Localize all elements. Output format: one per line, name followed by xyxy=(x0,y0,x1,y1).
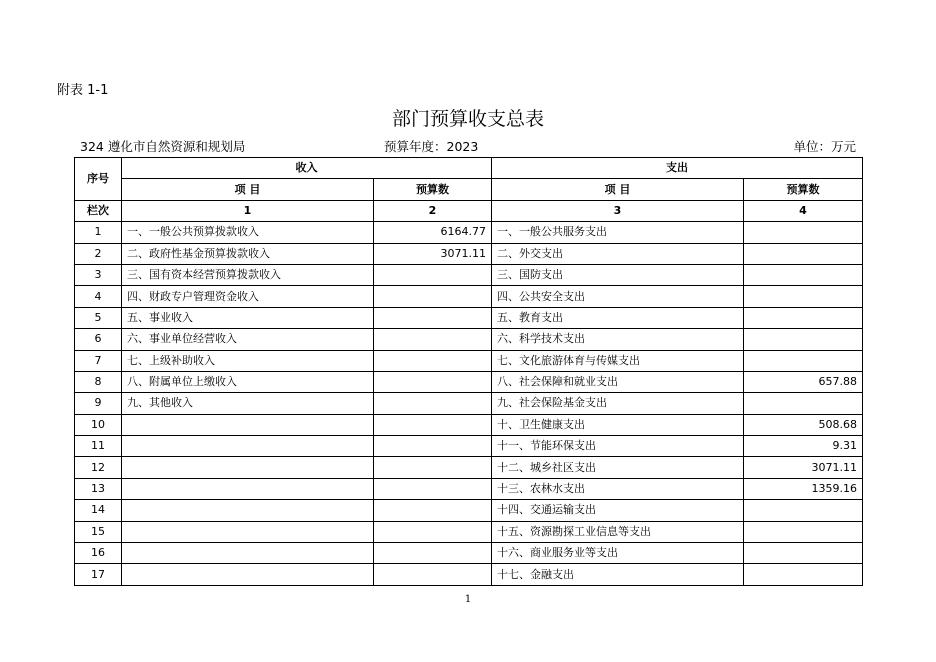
expense-amount-cell xyxy=(744,350,863,371)
income-amount-cell xyxy=(374,457,492,478)
expense-item-cell: 八、社会保障和就业支出 xyxy=(492,371,744,392)
table-row xyxy=(75,564,863,585)
income-amount-cell xyxy=(374,521,492,542)
income-item-cell xyxy=(122,414,374,435)
income-item-cell: 九、其他收入 xyxy=(122,393,374,414)
income-amount-cell xyxy=(374,414,492,435)
column-order-label: 栏次 xyxy=(75,200,122,221)
row-seq-cell: 8 xyxy=(75,371,122,392)
expense-amount-cell: 9.31 xyxy=(744,436,863,457)
income-amount-cell: 3071.11 xyxy=(374,243,492,264)
expense-amount-cell: 3071.11 xyxy=(744,457,863,478)
budget-year: 预算年度：2023 xyxy=(384,139,479,154)
expense-amount-cell xyxy=(744,264,863,285)
row-seq-cell: 7 xyxy=(75,350,122,371)
row-seq-cell: 1 xyxy=(75,222,122,243)
expense-amount-cell: 657.88 xyxy=(744,371,863,392)
expense-item-cell: 三、国防支出 xyxy=(492,264,744,285)
income-amount-cell xyxy=(374,500,492,521)
page-number: 1 xyxy=(464,594,472,605)
expense-amount-cell xyxy=(744,521,863,542)
column-order-row xyxy=(75,200,863,221)
page-title: 部门预算收支总表 xyxy=(391,108,544,130)
table-row xyxy=(75,371,863,392)
row-seq-cell: 17 xyxy=(75,564,122,585)
expense-item-cell: 十二、城乡社区支出 xyxy=(492,457,744,478)
income-amount-cell xyxy=(374,564,492,585)
income-item-header: 项 目 xyxy=(122,179,374,200)
expense-item-cell: 九、社会保险基金支出 xyxy=(492,393,744,414)
income-amount-cell xyxy=(374,286,492,307)
expense-amount-cell: 1359.16 xyxy=(744,478,863,499)
income-item-cell: 三、国有资本经营预算拨款收入 xyxy=(122,264,374,285)
income-amount-cell xyxy=(374,329,492,350)
budget-table xyxy=(74,157,863,586)
row-seq-cell: 4 xyxy=(75,286,122,307)
table-row xyxy=(75,478,863,499)
expense-amount-header: 预算数 xyxy=(744,179,863,200)
expense-amount-cell xyxy=(744,564,863,585)
income-amount-cell: 6164.77 xyxy=(374,222,492,243)
expense-item-cell: 六、科学技术支出 xyxy=(492,329,744,350)
income-amount-cell xyxy=(374,478,492,499)
seq-header: 序号 xyxy=(75,158,122,201)
row-seq-cell: 2 xyxy=(75,243,122,264)
income-amount-cell xyxy=(374,371,492,392)
expense-amount-cell xyxy=(744,286,863,307)
row-seq-cell: 14 xyxy=(75,500,122,521)
income-item-cell: 四、财政专户管理资金收入 xyxy=(122,286,374,307)
expense-item-cell: 十、卫生健康支出 xyxy=(492,414,744,435)
income-item-cell xyxy=(122,543,374,564)
expense-item-cell: 十七、金融支出 xyxy=(492,564,744,585)
column-number-4: 4 xyxy=(744,200,863,221)
expense-item-cell: 十六、商业服务业等支出 xyxy=(492,543,744,564)
table-row xyxy=(75,521,863,542)
income-amount-cell xyxy=(374,436,492,457)
expense-amount-cell xyxy=(744,393,863,414)
income-amount-header: 预算数 xyxy=(374,179,492,200)
income-item-cell xyxy=(122,500,374,521)
income-item-cell xyxy=(122,564,374,585)
income-amount-cell xyxy=(374,393,492,414)
row-seq-cell: 10 xyxy=(75,414,122,435)
expense-item-cell: 一、一般公共服务支出 xyxy=(492,222,744,243)
income-item-cell xyxy=(122,478,374,499)
table-row xyxy=(75,329,863,350)
row-seq-cell: 13 xyxy=(75,478,122,499)
income-item-cell: 二、政府性基金预算拨款收入 xyxy=(122,243,374,264)
table-row xyxy=(75,393,863,414)
column-number-2: 2 xyxy=(374,200,492,221)
income-item-cell xyxy=(122,457,374,478)
table-row xyxy=(75,286,863,307)
header-row-main xyxy=(75,158,863,179)
income-item-cell: 八、附属单位上缴收入 xyxy=(122,371,374,392)
expense-amount-cell xyxy=(744,243,863,264)
expense-item-cell: 十一、节能环保支出 xyxy=(492,436,744,457)
table-row xyxy=(75,307,863,328)
header-row-sub xyxy=(75,179,863,200)
row-seq-cell: 12 xyxy=(75,457,122,478)
expense-item-cell: 四、公共安全支出 xyxy=(492,286,744,307)
expense-amount-cell xyxy=(744,329,863,350)
table-row xyxy=(75,543,863,564)
income-item-cell: 七、上级补助收入 xyxy=(122,350,374,371)
income-item-cell xyxy=(122,436,374,457)
table-row xyxy=(75,414,863,435)
expense-item-cell: 十四、交通运输支出 xyxy=(492,500,744,521)
expense-item-header: 项 目 xyxy=(492,179,744,200)
income-item-cell xyxy=(122,521,374,542)
income-amount-cell xyxy=(374,350,492,371)
income-item-cell: 五、事业收入 xyxy=(122,307,374,328)
row-seq-cell: 16 xyxy=(75,543,122,564)
row-seq-cell: 5 xyxy=(75,307,122,328)
row-seq-cell: 9 xyxy=(75,393,122,414)
income-header: 收入 xyxy=(122,158,492,179)
expense-item-cell: 二、外交支出 xyxy=(492,243,744,264)
table-row xyxy=(75,457,863,478)
income-amount-cell xyxy=(374,307,492,328)
table-row xyxy=(75,500,863,521)
column-number-3: 3 xyxy=(492,200,744,221)
table-row xyxy=(75,350,863,371)
table-row xyxy=(75,243,863,264)
row-seq-cell: 6 xyxy=(75,329,122,350)
expense-item-cell: 五、教育支出 xyxy=(492,307,744,328)
table-row xyxy=(75,222,863,243)
attachment-label: 附表 1-1 xyxy=(57,83,109,98)
income-amount-cell xyxy=(374,543,492,564)
expense-amount-cell xyxy=(744,307,863,328)
expense-item-cell: 十三、农林水支出 xyxy=(492,478,744,499)
expense-amount-cell xyxy=(744,500,863,521)
expense-amount-cell: 508.68 xyxy=(744,414,863,435)
row-seq-cell: 11 xyxy=(75,436,122,457)
income-item-cell: 六、事业单位经营收入 xyxy=(122,329,374,350)
column-number-1: 1 xyxy=(122,200,374,221)
expense-item-cell: 十五、资源勘探工业信息等支出 xyxy=(492,521,744,542)
unit-label: 单位：万元 xyxy=(793,139,856,154)
table-row xyxy=(75,264,863,285)
organization-name: 324 遵化市自然资源和规划局 xyxy=(80,139,246,154)
expense-amount-cell xyxy=(744,543,863,564)
row-seq-cell: 3 xyxy=(75,264,122,285)
expense-amount-cell xyxy=(744,222,863,243)
expense-header: 支出 xyxy=(492,158,863,179)
income-item-cell: 一、一般公共预算拨款收入 xyxy=(122,222,374,243)
expense-item-cell: 七、文化旅游体育与传媒支出 xyxy=(492,350,744,371)
table-row xyxy=(75,436,863,457)
row-seq-cell: 15 xyxy=(75,521,122,542)
income-amount-cell xyxy=(374,264,492,285)
